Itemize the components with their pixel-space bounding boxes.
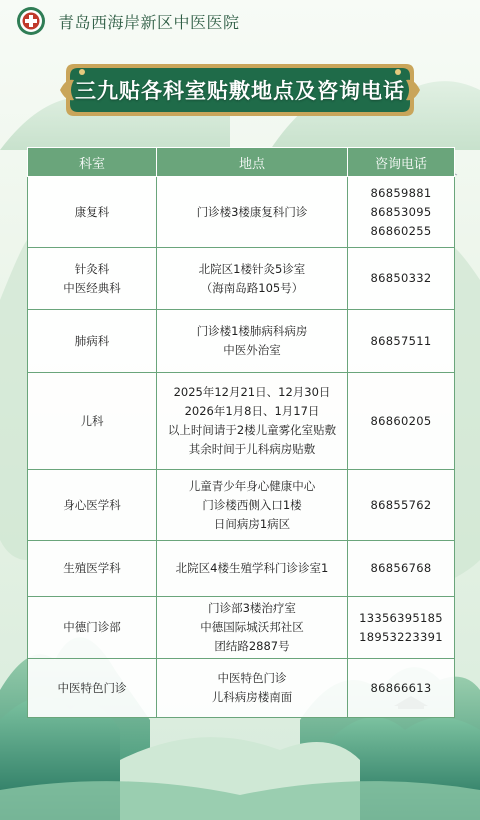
location-cell: 中医特色门诊 儿科病房楼南面 [157,659,348,718]
table-row [28,470,455,541]
dept-cell: 身心医学科 [28,470,157,541]
phone-number[interactable]: 86853095 [370,204,432,219]
location-cell: 2025年12月21日、12月30日 2026年1月8日、1月17日 以上时间请于2楼儿童雾化室贴敷 其余时间于儿科病房贴敷 [157,373,348,470]
phone-cell [348,310,455,373]
dept-cell: 生殖医学科 [28,541,157,597]
table-header-row [28,148,455,177]
phone-cell [348,470,455,541]
location-cell: 门诊部3楼治疗室 中德国际城沃邦社区 团结路2887号 [157,597,348,659]
location-cell: 门诊楼1楼肺病科病房 中医外治室 [157,310,348,373]
location-cell: 北院区4楼生殖学科门诊诊室1 [157,541,348,597]
phone-cell [348,541,455,597]
table-row [28,541,455,597]
dept-cell: 中德门诊部 [28,597,157,659]
table-row [28,597,455,659]
location-cell: 北院区1楼针灸5诊室 （海南岛路105号） [157,248,348,310]
dept-cell: 针灸科 中医经典科 [28,248,157,310]
phone-number[interactable]: 86850332 [370,271,432,285]
phone-number[interactable]: 86860255 [370,223,432,238]
page-title: 三九贴各科室贴敷地点及咨询电话 [75,78,405,103]
dept-cell: 肺病科 [28,310,157,373]
location-cell: 儿童青少年身心健康中心 门诊楼西侧入口1楼 日间病房1病区 [157,470,348,541]
acupoint-table [27,147,451,718]
phone-cell [348,373,455,470]
table-row [28,373,455,470]
dept-cell: 康复科 [28,177,157,248]
phone-number[interactable]: 86857511 [370,333,432,348]
phone-number[interactable]: 86856768 [370,561,432,575]
hospital-emblem-icon [16,6,46,36]
column-header-phone: 咨询电话 [348,148,455,177]
phone-cell [348,597,455,659]
phone-number[interactable]: 86860205 [370,413,432,428]
hospital-name: 青岛西海岸新区中医医院 [58,13,240,32]
phone-cell [348,177,455,248]
phone-number[interactable]: 18953223391 [359,629,443,644]
table-row [28,177,455,248]
phone-number[interactable]: 86855762 [370,497,432,512]
column-header-location: 地点 [157,148,348,177]
table-row [28,659,455,718]
dept-cell: 中医特色门诊 [28,659,157,718]
phone-number[interactable]: 86866613 [370,680,432,695]
column-header-dept: 科室 [28,148,157,177]
header-bar [0,0,480,44]
table-row [28,310,455,373]
phone-number[interactable]: 13356395185 [359,610,443,625]
location-cell: 门诊楼3楼康复科门诊 [157,177,348,248]
phone-number[interactable]: 86859881 [370,185,432,200]
phone-cell [348,659,455,718]
phone-cell [348,248,455,310]
dept-cell: 儿科 [28,373,157,470]
table-row [28,248,455,310]
